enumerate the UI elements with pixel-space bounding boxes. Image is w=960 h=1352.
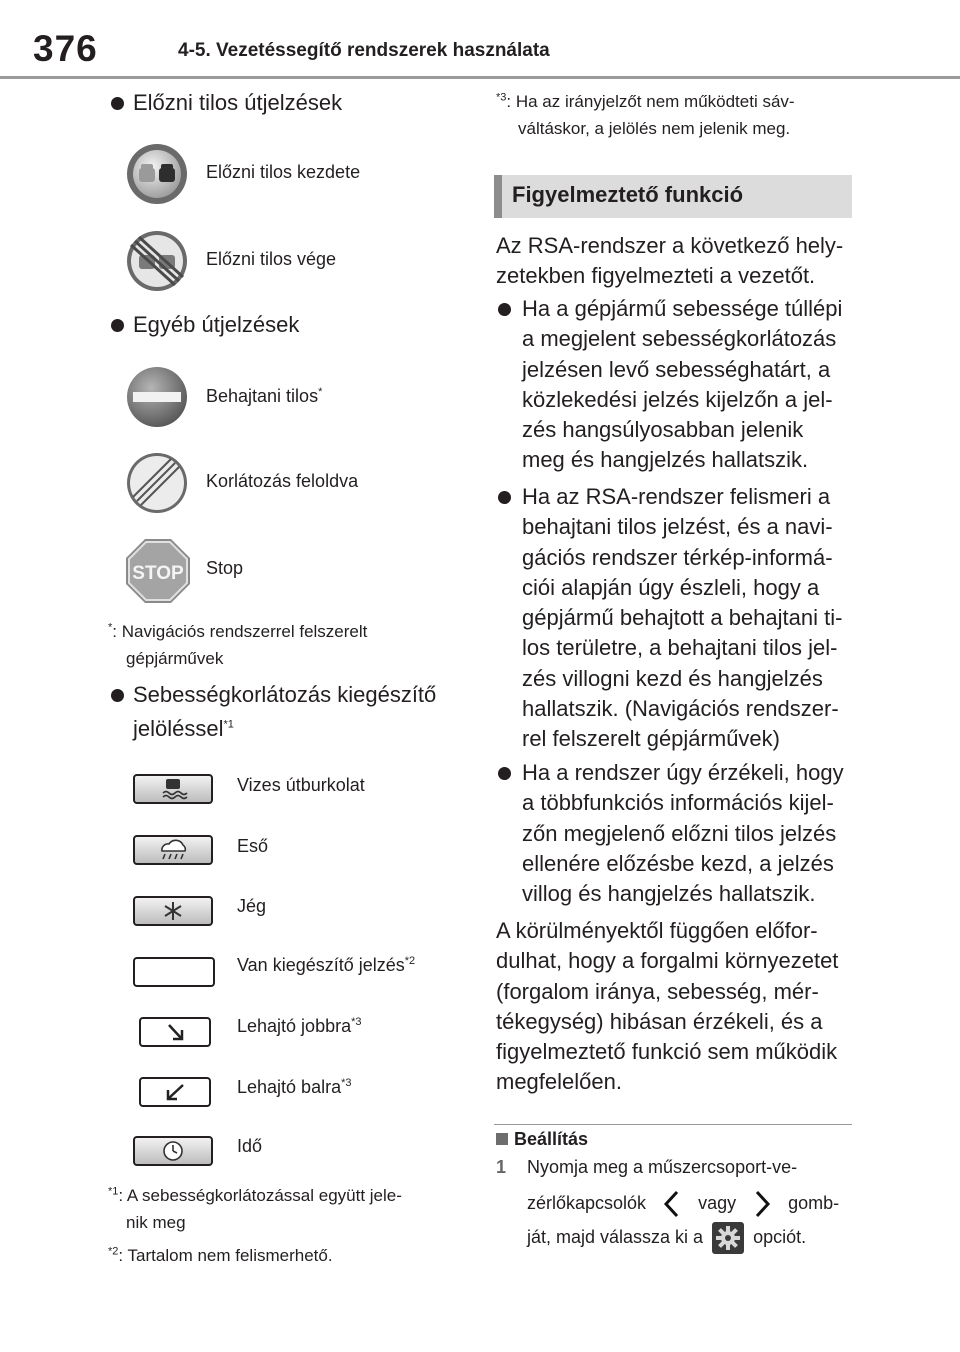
blank-plate-icon <box>133 957 215 987</box>
section-divider <box>494 1124 852 1125</box>
plate-label: Van kiegészítő jelzés$^{*2}$ <box>237 955 416 975</box>
sign-label: Előzni tilos vége <box>206 249 337 269</box>
step-1-line-1: 1 Nyomja meg a műszercsoport-ve- <box>496 1157 798 1177</box>
square-marker-icon <box>496 1133 508 1145</box>
chevron-right-icon <box>747 1189 777 1219</box>
no-entry-sign-icon <box>125 365 189 429</box>
sign-label: Előzni tilos kezdete <box>206 162 361 182</box>
footnote-mark: *2 <box>404 955 416 967</box>
footnote-2: $^{*2}$: Tartalom nem felismerhető. <box>108 1245 333 1265</box>
bullet-dot <box>111 689 124 702</box>
step-1-line-2: zérlőkapcsolók vagy gomb- <box>527 1189 839 1219</box>
plate-label: Jég <box>237 896 267 916</box>
step-number: 1 <box>496 1157 507 1177</box>
page-header <box>0 0 960 80</box>
plate-label: Lehajtó balra$^{*3}$ <box>237 1077 352 1097</box>
ice-plate-icon <box>133 896 213 926</box>
restriction-end-sign-icon <box>125 451 189 515</box>
sign-label: Behajtani tilos* <box>206 386 323 406</box>
plate-label: Vizes útburkolat <box>237 775 365 795</box>
bullet-text: Előzni tilos útjelzések <box>133 90 343 115</box>
footnote-1: $^{*1}$: A sebességkorlátozással együtt jele- nik meg <box>108 1185 402 1232</box>
footnote-mark: *3 <box>341 1077 352 1089</box>
closing-paragraph: A körülményektől függően előfor- dulhat, hogy a forgalmi környezetet (forgalom iránya, sebesség, mér- tékegység) hibásan érzékeli, és a figyelmeztető funkció sem működik megfelelően. <box>496 918 839 1095</box>
plate-label: Lehajtó jobbra$^{*3}$ <box>237 1016 362 1036</box>
bullet-dot <box>111 97 124 110</box>
exit-left-arrow-icon <box>139 1077 211 1107</box>
stop-sign-text: STOP <box>132 563 184 584</box>
footnote-mark: *1 <box>223 718 234 731</box>
settings-heading: Beállítás <box>496 1129 588 1150</box>
section-title: Figyelmeztető funkció <box>512 182 744 207</box>
header-rule <box>0 76 960 79</box>
sign-label: Stop <box>206 558 244 578</box>
gear-icon <box>712 1222 744 1254</box>
bullet-text: Sebességkorlátozás kiegészítő <box>133 682 437 707</box>
chapter-title: 4-5. Vezetéssegítő rendszerek használata <box>178 40 550 61</box>
wet-road-plate-icon <box>133 774 213 804</box>
chevron-left-icon <box>657 1189 687 1219</box>
page-number: 376 <box>33 28 98 69</box>
no-overtaking-start-sign-icon <box>125 142 189 206</box>
step-1-line-3: ját, majd válassza ki a opciót. <box>527 1222 806 1254</box>
footnote-3: $^{*3}$: Ha az irányjelzőt nem működteti sáv- váltáskor, a jelölés nem jelenik meg. <box>496 91 795 138</box>
footnote-mark: * <box>318 386 323 398</box>
sign-label: Korlátozás feloldva <box>206 471 359 491</box>
stop-sign-icon <box>125 538 191 604</box>
clock-plate-icon <box>133 1136 213 1166</box>
intro-paragraph: Az RSA-rendszer a következő hely- zetekben figyelmezteti a vezetőt. <box>496 233 844 289</box>
bullet-dot <box>111 319 124 332</box>
no-overtaking-end-sign-icon <box>125 229 189 293</box>
footnote-star: *: Navigációs rendszerrel felszerelt gépjárművek <box>108 621 368 668</box>
exit-right-arrow-icon <box>139 1017 211 1047</box>
rain-plate-icon <box>133 835 213 865</box>
plate-label: Idő <box>237 1136 263 1156</box>
bullet-text: Egyéb útjelzések <box>133 312 300 337</box>
section-heading <box>494 175 852 218</box>
plate-label: Eső <box>237 836 269 856</box>
footnote-mark: *3 <box>351 1016 362 1028</box>
